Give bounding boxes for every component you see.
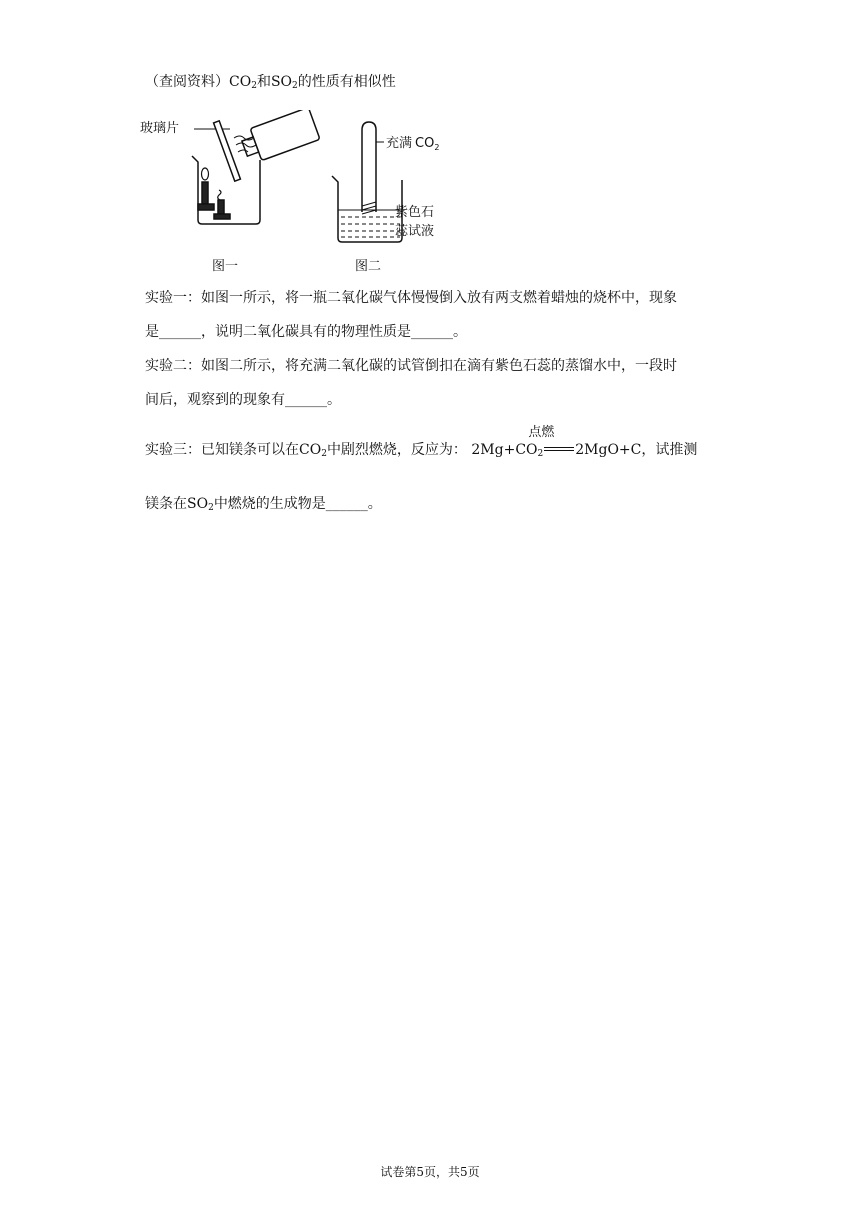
litmus-label-2: 蕊试液 xyxy=(395,224,435,239)
so2-text: SO xyxy=(270,74,293,90)
caption-figure-two: 图二 xyxy=(355,259,382,274)
reaction-equation: $2Mg+CO_2$ 2MgO+C 点燃 xyxy=(471,425,642,459)
caption-figure-one: 图一 xyxy=(212,259,239,274)
intro-prefix: （查阅资料） xyxy=(145,74,229,90)
flame-tall xyxy=(202,168,209,180)
litmus-label-1: 紫色石 xyxy=(395,205,435,220)
figure-one xyxy=(192,110,320,224)
page-footer: 试卷第5页，共5页 xyxy=(380,1165,480,1179)
so2-subscript: 2 xyxy=(292,81,298,91)
exp3-line1: 实验三：已知镁条可以在$CO_2$中剧烈燃烧，反应为： $2Mg+CO_2$ 2MgO+C 点燃 ，试推测 xyxy=(145,425,698,459)
figure-svg xyxy=(138,110,458,278)
candle-short xyxy=(218,200,224,214)
experiment-figure xyxy=(138,110,458,278)
co2-text: CO xyxy=(229,74,252,90)
and-text: 和 xyxy=(256,74,271,90)
gas-bottle xyxy=(239,110,320,165)
tube-label: 充满 $CO_2$ xyxy=(386,136,440,152)
equation-condition: 点燃 xyxy=(528,425,555,440)
intro-suffix: 的性质有相似性 xyxy=(297,74,396,90)
candle-tall xyxy=(202,182,208,204)
intro-line xyxy=(145,72,396,92)
exp3-line2: 镁条在$SO_2$中燃烧的生成物是______。 xyxy=(145,496,382,513)
equation-equals-sign xyxy=(544,447,574,451)
glass-slide xyxy=(214,121,241,181)
co2-subscript: 2 xyxy=(251,81,257,91)
exp1-line1: 实验一：如图一所示，将一瓶二氧化碳气体慢慢倒入放有两支燃着蜡烛的烧杯中，现象 xyxy=(145,290,677,306)
exp1-line2: 是______，说明二氧化碳具有的物理性质是______。 xyxy=(145,324,467,340)
test-tube xyxy=(362,122,376,212)
exp2-line1: 实验二：如图二所示，将充满二氧化碳的试管倒扣在滴有紫色石蕊的蒸馏水中，一段时 xyxy=(145,358,677,374)
exp2-line2: 间后，观察到的现象有______。 xyxy=(145,392,341,408)
glass-slide-label: 玻璃片 xyxy=(140,121,180,136)
